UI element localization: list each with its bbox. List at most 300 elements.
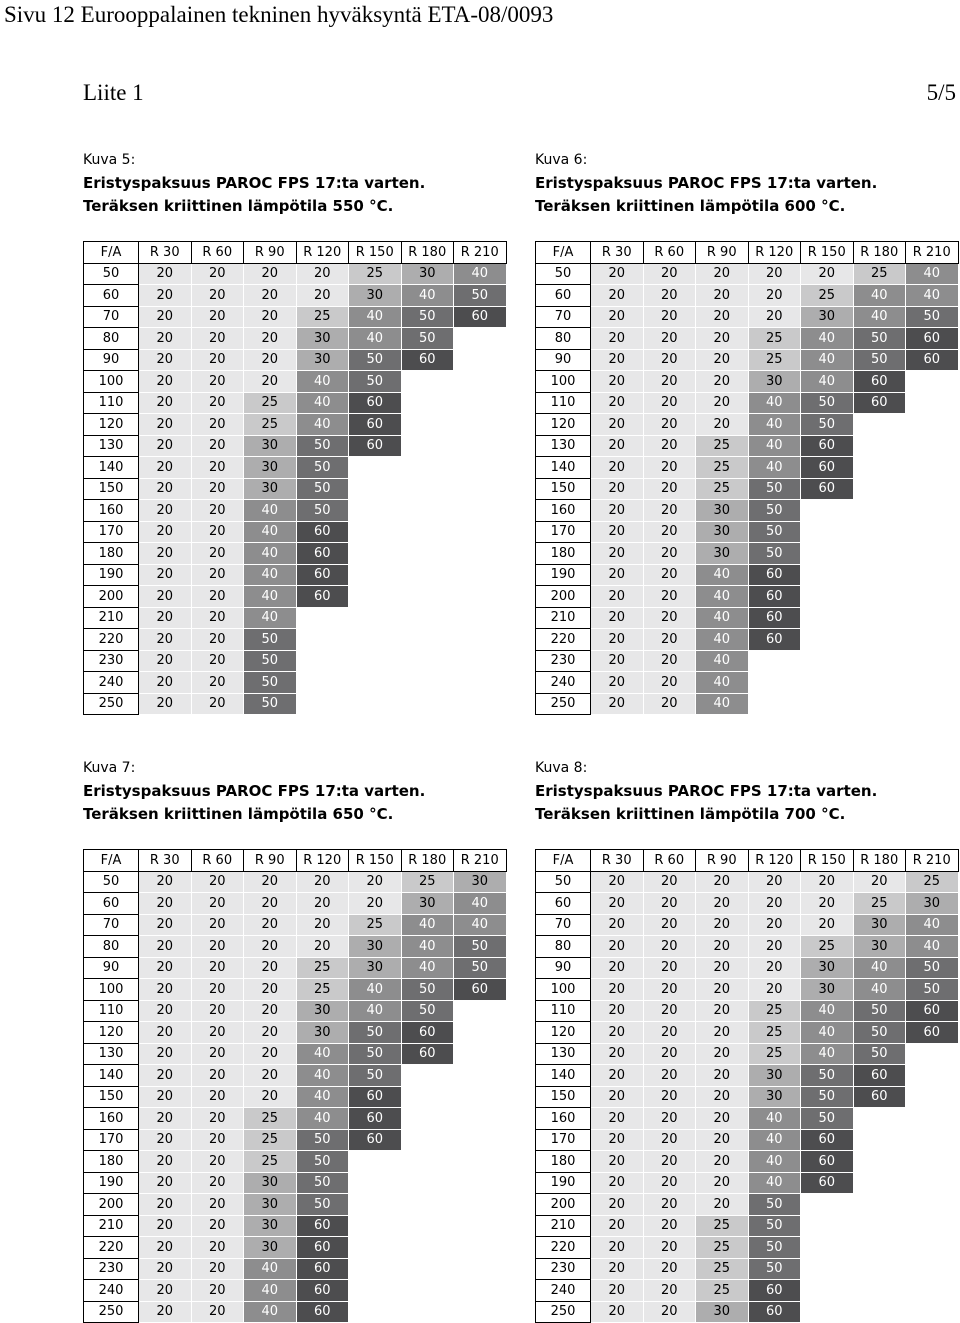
- empty-cell: [748, 672, 801, 694]
- empty-cell: [906, 564, 959, 586]
- value-cell: 40: [401, 914, 454, 936]
- insulation-table: [535, 849, 959, 1323]
- value-cell: 20: [643, 1172, 696, 1194]
- value-cell: 20: [591, 1108, 644, 1130]
- value-cell: 60: [906, 328, 959, 350]
- value-cell: 20: [643, 414, 696, 436]
- value-cell: 60: [296, 564, 349, 586]
- value-cell: 20: [191, 349, 244, 371]
- value-cell: 20: [591, 871, 644, 893]
- empty-cell: [853, 457, 906, 479]
- empty-cell: [853, 629, 906, 651]
- value-cell: 50: [401, 328, 454, 350]
- empty-cell: [454, 1086, 507, 1108]
- table-row: [84, 672, 507, 694]
- table-row: [536, 371, 959, 393]
- value-cell: 20: [191, 914, 244, 936]
- fa-cell: 100: [84, 979, 139, 1001]
- fa-cell: 100: [536, 979, 591, 1001]
- value-cell: 25: [244, 1129, 297, 1151]
- empty-cell: [454, 1237, 507, 1259]
- value-cell: 40: [906, 914, 959, 936]
- empty-cell: [401, 500, 454, 522]
- value-cell: 20: [139, 263, 192, 285]
- column-header: R 150: [349, 850, 402, 872]
- value-cell: 50: [801, 392, 854, 414]
- value-cell: 50: [748, 1258, 801, 1280]
- value-cell: 20: [643, 672, 696, 694]
- column-header: R 150: [801, 242, 854, 264]
- empty-cell: [401, 1280, 454, 1302]
- fa-cell: 160: [84, 1108, 139, 1130]
- value-cell: 40: [801, 1022, 854, 1044]
- fa-cell: 160: [536, 500, 591, 522]
- value-cell: 30: [696, 521, 749, 543]
- empty-cell: [454, 349, 507, 371]
- fa-cell: 60: [536, 285, 591, 307]
- value-cell: 20: [139, 979, 192, 1001]
- value-cell: 50: [748, 1194, 801, 1216]
- value-cell: 50: [801, 1065, 854, 1087]
- value-cell: 20: [643, 957, 696, 979]
- value-cell: 60: [454, 306, 507, 328]
- empty-cell: [801, 564, 854, 586]
- value-cell: 50: [296, 1172, 349, 1194]
- value-cell: 60: [296, 1237, 349, 1259]
- table-row: [536, 500, 959, 522]
- value-cell: 60: [906, 349, 959, 371]
- column-header: R 210: [454, 850, 507, 872]
- table-row: [84, 1108, 507, 1130]
- table-row: [84, 564, 507, 586]
- column-header: R 120: [748, 850, 801, 872]
- value-cell: 20: [696, 936, 749, 958]
- fa-cell: 60: [84, 285, 139, 307]
- value-cell: 25: [696, 478, 749, 500]
- empty-cell: [853, 650, 906, 672]
- empty-cell: [454, 371, 507, 393]
- value-cell: 50: [853, 1000, 906, 1022]
- value-cell: 25: [296, 306, 349, 328]
- value-cell: 20: [139, 893, 192, 915]
- value-cell: 20: [139, 936, 192, 958]
- fa-cell: 50: [536, 263, 591, 285]
- value-cell: 20: [591, 1043, 644, 1065]
- value-cell: 20: [244, 328, 297, 350]
- value-cell: 50: [454, 936, 507, 958]
- fa-cell: 120: [84, 414, 139, 436]
- value-cell: 20: [591, 607, 644, 629]
- empty-cell: [454, 586, 507, 608]
- fa-cell: 60: [536, 893, 591, 915]
- value-cell: 25: [696, 1237, 749, 1259]
- empty-cell: [349, 521, 402, 543]
- value-cell: 20: [643, 1151, 696, 1173]
- value-cell: 20: [696, 914, 749, 936]
- value-cell: 20: [139, 500, 192, 522]
- table-row: [84, 1022, 507, 1044]
- fa-cell: 240: [84, 1280, 139, 1302]
- value-cell: 40: [748, 457, 801, 479]
- fa-cell: 70: [536, 914, 591, 936]
- value-cell: 20: [244, 1000, 297, 1022]
- value-cell: 60: [748, 564, 801, 586]
- value-cell: 30: [401, 893, 454, 915]
- value-cell: 20: [696, 979, 749, 1001]
- value-cell: 20: [643, 349, 696, 371]
- empty-cell: [906, 1108, 959, 1130]
- empty-cell: [853, 607, 906, 629]
- empty-cell: [906, 1129, 959, 1151]
- empty-cell: [401, 1065, 454, 1087]
- value-cell: 60: [349, 1086, 402, 1108]
- column-header: R 60: [643, 850, 696, 872]
- value-cell: 25: [349, 263, 402, 285]
- figure-caption: Kuva 7:: [83, 760, 136, 776]
- value-cell: 20: [191, 392, 244, 414]
- table-row: [84, 607, 507, 629]
- value-cell: 20: [139, 629, 192, 651]
- value-cell: 20: [191, 1301, 244, 1323]
- table-row: [84, 306, 507, 328]
- value-cell: 25: [696, 1258, 749, 1280]
- table-row: [536, 893, 959, 915]
- empty-cell: [401, 414, 454, 436]
- value-cell: 25: [748, 349, 801, 371]
- value-cell: 50: [748, 500, 801, 522]
- column-header: R 210: [906, 242, 959, 264]
- value-cell: 20: [139, 1194, 192, 1216]
- insulation-table: [535, 241, 959, 715]
- value-cell: 20: [643, 1000, 696, 1022]
- value-cell: 60: [401, 1022, 454, 1044]
- fa-cell: 150: [84, 1086, 139, 1108]
- value-cell: 20: [748, 263, 801, 285]
- value-cell: 30: [296, 1000, 349, 1022]
- value-cell: 20: [191, 871, 244, 893]
- value-cell: 60: [748, 586, 801, 608]
- value-cell: 30: [244, 435, 297, 457]
- empty-cell: [349, 564, 402, 586]
- value-cell: 60: [801, 1172, 854, 1194]
- value-cell: 40: [296, 1086, 349, 1108]
- value-cell: 20: [139, 586, 192, 608]
- value-cell: 20: [643, 1086, 696, 1108]
- fa-cell: 130: [84, 435, 139, 457]
- table-row: [536, 979, 959, 1001]
- empty-cell: [853, 672, 906, 694]
- value-cell: 20: [191, 285, 244, 307]
- value-cell: 40: [454, 263, 507, 285]
- fa-cell: 190: [84, 1172, 139, 1194]
- value-cell: 40: [244, 500, 297, 522]
- table-row: [84, 457, 507, 479]
- value-cell: 50: [244, 693, 297, 715]
- value-cell: 50: [401, 979, 454, 1001]
- value-cell: 50: [401, 306, 454, 328]
- value-cell: 40: [244, 1280, 297, 1302]
- fa-cell: 80: [536, 936, 591, 958]
- table-row: [536, 1237, 959, 1259]
- fa-cell: 110: [84, 392, 139, 414]
- empty-cell: [801, 629, 854, 651]
- fa-cell: 240: [536, 672, 591, 694]
- value-cell: 20: [591, 543, 644, 565]
- empty-cell: [296, 607, 349, 629]
- value-cell: 60: [349, 1129, 402, 1151]
- fa-cell: 80: [84, 936, 139, 958]
- value-cell: 60: [801, 478, 854, 500]
- empty-cell: [454, 1215, 507, 1237]
- value-cell: 20: [591, 371, 644, 393]
- table-row: [84, 414, 507, 436]
- value-cell: 20: [696, 871, 749, 893]
- value-cell: 50: [296, 478, 349, 500]
- empty-cell: [853, 564, 906, 586]
- value-cell: 60: [853, 1065, 906, 1087]
- table-row: [536, 1151, 959, 1173]
- table-row: [536, 306, 959, 328]
- fa-cell: 220: [536, 629, 591, 651]
- column-header: R 180: [401, 242, 454, 264]
- table-row: [84, 500, 507, 522]
- fa-cell: 150: [536, 478, 591, 500]
- fa-cell: 100: [84, 371, 139, 393]
- value-cell: 30: [748, 1065, 801, 1087]
- value-cell: 20: [748, 914, 801, 936]
- value-cell: 20: [696, 1000, 749, 1022]
- empty-cell: [401, 457, 454, 479]
- figure-title-line-1: Eristyspaksuus PAROC FPS 17:ta varten.: [535, 782, 878, 800]
- value-cell: 20: [696, 1151, 749, 1173]
- column-header: R 120: [748, 242, 801, 264]
- value-cell: 20: [643, 328, 696, 350]
- table-row: [84, 914, 507, 936]
- fa-cell: 180: [84, 1151, 139, 1173]
- value-cell: 40: [696, 564, 749, 586]
- figure-6: [535, 148, 960, 715]
- value-cell: 50: [853, 328, 906, 350]
- empty-cell: [801, 650, 854, 672]
- value-cell: 40: [296, 414, 349, 436]
- fa-cell: 210: [536, 1215, 591, 1237]
- fa-cell: 220: [84, 629, 139, 651]
- value-cell: 20: [139, 1000, 192, 1022]
- value-cell: 40: [906, 936, 959, 958]
- fa-cell: 110: [536, 392, 591, 414]
- value-cell: 20: [748, 979, 801, 1001]
- empty-cell: [906, 1172, 959, 1194]
- fa-cell: 50: [84, 263, 139, 285]
- value-cell: 20: [591, 586, 644, 608]
- value-cell: 30: [244, 457, 297, 479]
- value-cell: 25: [296, 979, 349, 1001]
- table-row: [84, 392, 507, 414]
- fa-cell: 240: [536, 1280, 591, 1302]
- value-cell: 30: [296, 349, 349, 371]
- empty-cell: [401, 371, 454, 393]
- value-cell: 20: [591, 1065, 644, 1087]
- insulation-table: [83, 241, 507, 715]
- value-cell: 40: [244, 1258, 297, 1280]
- table-row: [84, 586, 507, 608]
- table-row: [536, 1000, 959, 1022]
- value-cell: 60: [401, 1043, 454, 1065]
- column-header: R 180: [853, 242, 906, 264]
- value-cell: 20: [191, 263, 244, 285]
- value-cell: 40: [906, 263, 959, 285]
- value-cell: 25: [696, 1215, 749, 1237]
- table-row: [536, 936, 959, 958]
- value-cell: 40: [696, 672, 749, 694]
- fa-cell: 50: [84, 871, 139, 893]
- fa-cell: 110: [536, 1000, 591, 1022]
- value-cell: 30: [401, 263, 454, 285]
- empty-cell: [454, 478, 507, 500]
- value-cell: 20: [139, 1065, 192, 1087]
- value-cell: 20: [191, 543, 244, 565]
- value-cell: 20: [139, 693, 192, 715]
- fa-cell: 200: [536, 586, 591, 608]
- empty-cell: [401, 1108, 454, 1130]
- column-header: R 90: [244, 850, 297, 872]
- empty-cell: [454, 1065, 507, 1087]
- fa-cell: 140: [84, 1065, 139, 1087]
- value-cell: 20: [244, 349, 297, 371]
- table-row: [84, 543, 507, 565]
- value-cell: 40: [801, 349, 854, 371]
- table-row: [84, 435, 507, 457]
- value-cell: 50: [244, 672, 297, 694]
- empty-cell: [454, 650, 507, 672]
- fa-cell: 150: [84, 478, 139, 500]
- value-cell: 20: [244, 979, 297, 1001]
- fa-cell: 140: [536, 1065, 591, 1087]
- value-cell: 20: [643, 1258, 696, 1280]
- column-header: R 60: [643, 242, 696, 264]
- value-cell: 20: [296, 285, 349, 307]
- value-cell: 20: [696, 1108, 749, 1130]
- empty-cell: [801, 1237, 854, 1259]
- column-header: R 120: [296, 850, 349, 872]
- value-cell: 40: [748, 1108, 801, 1130]
- value-cell: 20: [591, 500, 644, 522]
- value-cell: 20: [139, 435, 192, 457]
- value-cell: 25: [696, 435, 749, 457]
- table-row: [536, 478, 959, 500]
- empty-cell: [454, 564, 507, 586]
- table-row: [84, 1280, 507, 1302]
- value-cell: 20: [643, 871, 696, 893]
- table-row: [84, 371, 507, 393]
- value-cell: 20: [696, 285, 749, 307]
- value-cell: 20: [643, 1043, 696, 1065]
- empty-cell: [906, 1043, 959, 1065]
- value-cell: 20: [643, 586, 696, 608]
- empty-cell: [401, 521, 454, 543]
- value-cell: 20: [139, 306, 192, 328]
- fa-cell: 230: [536, 650, 591, 672]
- empty-cell: [906, 1215, 959, 1237]
- table-row: [84, 650, 507, 672]
- value-cell: 60: [906, 1022, 959, 1044]
- empty-cell: [906, 1301, 959, 1323]
- value-cell: 25: [349, 914, 402, 936]
- value-cell: 20: [244, 285, 297, 307]
- empty-cell: [454, 521, 507, 543]
- annex-label: Liite 1: [83, 80, 144, 105]
- value-cell: 20: [801, 893, 854, 915]
- fa-cell: 160: [536, 1108, 591, 1130]
- fa-cell: 170: [84, 1129, 139, 1151]
- figure-caption: Kuva 8:: [535, 760, 588, 776]
- value-cell: 20: [191, 1065, 244, 1087]
- column-header: R 180: [853, 850, 906, 872]
- value-cell: 30: [349, 285, 402, 307]
- value-cell: 50: [296, 1129, 349, 1151]
- empty-cell: [906, 1237, 959, 1259]
- value-cell: 30: [349, 957, 402, 979]
- empty-cell: [906, 392, 959, 414]
- value-cell: 60: [748, 1280, 801, 1302]
- value-cell: 60: [801, 435, 854, 457]
- table-row: [84, 629, 507, 651]
- empty-cell: [906, 586, 959, 608]
- table-row: [84, 521, 507, 543]
- table-row: [84, 1172, 507, 1194]
- table-row: [536, 1194, 959, 1216]
- table-row: [84, 285, 507, 307]
- figure-title-line-2: Teräksen kriittinen lämpötila 650 °C.: [83, 805, 394, 823]
- value-cell: 60: [748, 629, 801, 651]
- value-cell: 20: [696, 1086, 749, 1108]
- empty-cell: [454, 629, 507, 651]
- table-row: [536, 543, 959, 565]
- value-cell: 20: [296, 871, 349, 893]
- empty-cell: [401, 392, 454, 414]
- empty-cell: [401, 1129, 454, 1151]
- fa-cell: 90: [536, 957, 591, 979]
- empty-cell: [454, 1301, 507, 1323]
- value-cell: 20: [591, 914, 644, 936]
- value-cell: 50: [801, 1086, 854, 1108]
- value-cell: 40: [801, 371, 854, 393]
- empty-cell: [349, 586, 402, 608]
- table-row: [84, 1000, 507, 1022]
- table-row: [84, 1237, 507, 1259]
- value-cell: 50: [748, 1237, 801, 1259]
- value-cell: 20: [139, 478, 192, 500]
- fa-cell: 80: [84, 328, 139, 350]
- empty-cell: [454, 543, 507, 565]
- value-cell: 50: [853, 1043, 906, 1065]
- value-cell: 60: [349, 435, 402, 457]
- value-cell: 20: [591, 693, 644, 715]
- value-cell: 40: [349, 1000, 402, 1022]
- value-cell: 60: [801, 457, 854, 479]
- value-cell: 25: [801, 936, 854, 958]
- page-header: Sivu 12 Eurooppalainen tekninen hyväksyntä ETA-08/0093: [4, 2, 554, 27]
- value-cell: 20: [696, 306, 749, 328]
- value-cell: 20: [696, 414, 749, 436]
- value-cell: 20: [643, 1280, 696, 1302]
- value-cell: 20: [191, 957, 244, 979]
- value-cell: 20: [801, 871, 854, 893]
- value-cell: 20: [191, 1194, 244, 1216]
- value-cell: 20: [643, 521, 696, 543]
- value-cell: 30: [801, 957, 854, 979]
- value-cell: 20: [643, 435, 696, 457]
